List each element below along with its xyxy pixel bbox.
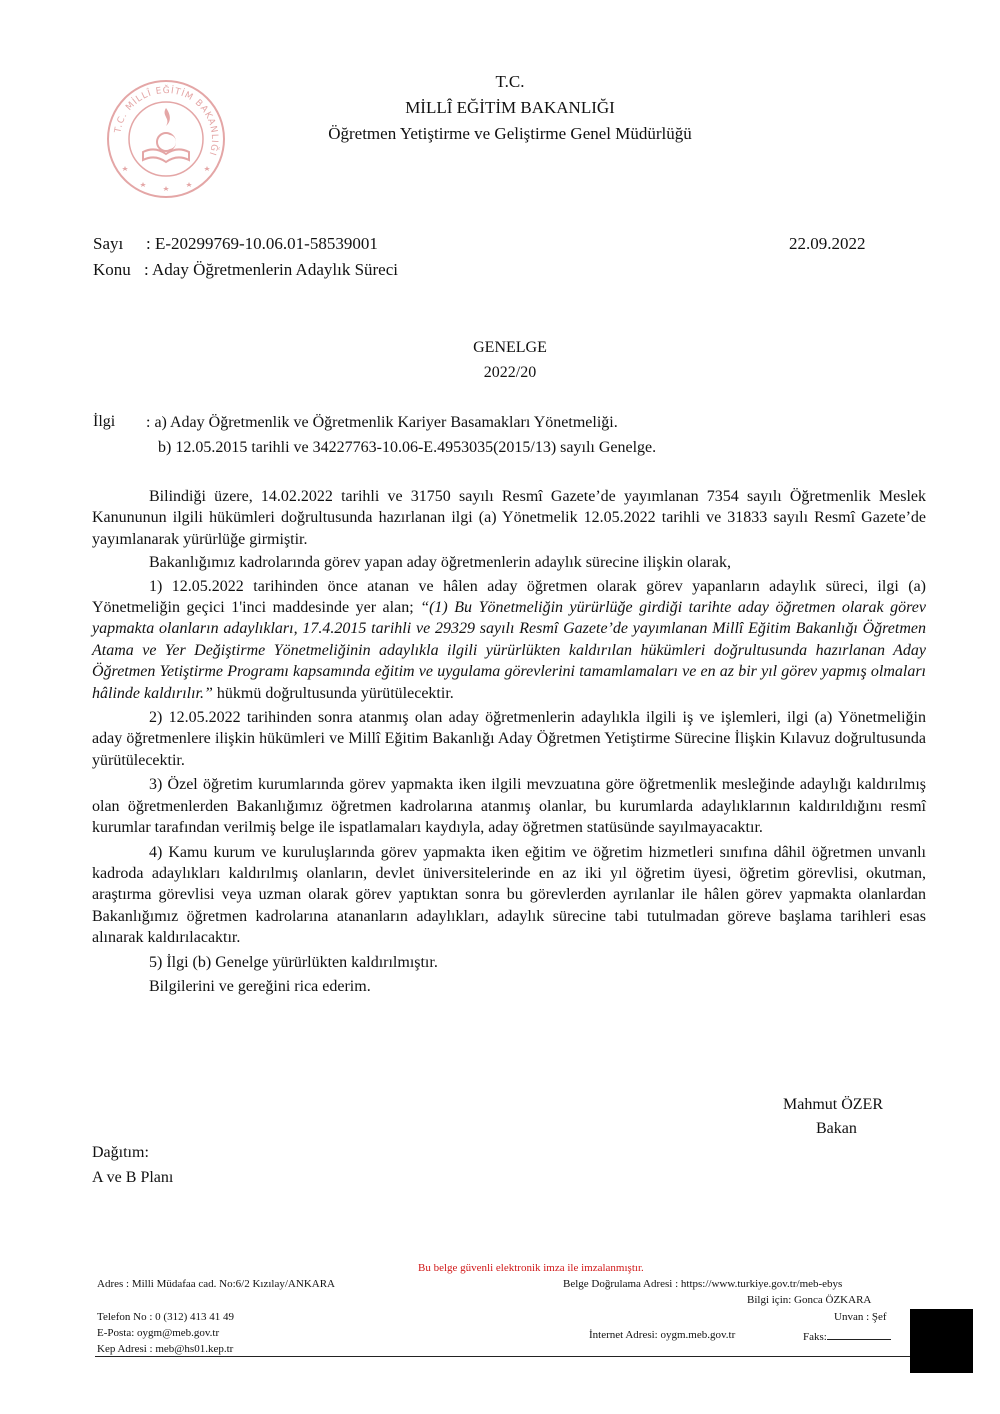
distribution-label: Dağıtım: bbox=[92, 1144, 149, 1161]
item-1-quote: “(1) Bu Yönetmeliğin yürürlüğe girdiği tarihte aday öğretmen olarak görev yapmakta olanların adaylıkları, 17.4.2015 tarihli ve 29329 sayılı Resmî Gazete’de yayımlanan Millî Eğitim Bakanlığı Öğretmen Atama ve Yer Değiştirme Yönetmeliğinin adaylıkla ilgili yürürlükten kaldırılan hükümleri doğrultusunda hazırlanan Aday Öğretmen Yetiştirme Programı kapsamında eğitim ve uygulama görevlerini tamamlamaları ve en az bir yıl görev yapmış olmaları hâlinde kaldırılır.” bbox=[92, 599, 927, 702]
paragraph-item-3: 3) Özel öğretim kurumlarında görev yapmakta iken ilgili mevzuatına göre öğretmenlik mesleğinde adaylığı kaldırılmış olan öğretmenlerden Bakanlığımız öğretmen kadrolarına atanmış olanlar, bu kurumlarda adaylıklarının kaldırıldığını resmî kurumlar tarafından verilmiş belge ile ispatlamaları kaydıyla, aday öğretmen statüsünde sayılmayacaktır. bbox=[92, 776, 926, 837]
fax-blank-line bbox=[827, 1329, 891, 1340]
paragraph-item-1 bbox=[92, 576, 926, 704]
signatory-title: Bakan bbox=[816, 1120, 857, 1137]
paragraph-item-4: 4) Kamu kurum ve kuruluşlarında görev yapmakta iken eğitim ve öğretim hizmetleri sınıfına dâhil öğretmen unvanlı kadroda adaylıkları kaldırılmış olanların, devlet üniversitelerinde en az iki yıl öğretim üyesi, öğretim görevlisi, okutman, araştırma görevlisi veya uzman olarak görev yaptıktan sonra bu görevlerden ayrılanlar ile hâlen görev yapmakta olanlardan Bakanlığımız öğretmen kadrolarına atananların adaylıkları, adaylık sürecine tabi tutulmadan göreve başlama tarihleri esas alınarak kaldırılacaktır. bbox=[92, 843, 926, 947]
ilgi-label: İlgi bbox=[93, 413, 116, 430]
footer-rule bbox=[95, 1356, 910, 1357]
paragraph-item-5: 5) İlgi (b) Genelge yürürlükten kaldırılmıştır. bbox=[149, 953, 438, 971]
distribution-value: A ve B Planı bbox=[92, 1169, 174, 1186]
paragraph-scope: Bakanlığımız kadrolarında görev yapan aday öğretmenlerin adaylık sürecine ilişkin olarak, bbox=[149, 554, 732, 572]
item-1-end: hükmü doğrultusunda yürütülecektir. bbox=[212, 684, 454, 702]
footer-info-contact: Bilgi için: Gonca ÖZKARA bbox=[747, 1294, 872, 1306]
footer-phone: Telefon No : 0 (312) 413 41 49 bbox=[97, 1311, 235, 1323]
genelge-number: 2022/20 bbox=[483, 364, 537, 381]
svg-text:T.C. MİLLÎ EĞİTİM BAKANLIĞI: T.C. MİLLÎ EĞİTİM BAKANLIĞI bbox=[113, 85, 220, 158]
footer-internet: İnternet Adresi: oygm.meb.gov.tr bbox=[589, 1329, 736, 1341]
ilgi-a: : a) Aday Öğretmenlik ve Öğretmenlik Kariyer Basamakları Yönetmeliği. bbox=[146, 414, 618, 431]
paragraph-closing: Bilgilerini ve gereğini rica ederim. bbox=[149, 977, 371, 995]
footer-address: Adres : Milli Müdafaa cad. No:6/2 Kızılay/ANKARA bbox=[97, 1278, 335, 1290]
paragraph-item-2: 2) 12.05.2022 tarihinden sonra atanmış olan aday öğretmenlerin adaylıkla ilgili iş ve işlemleri, ilgi (a) Yönetmeliğin aday öğretmenlere ilişkin hükümleri ve Millî Eğitim Bakanlığı Aday Öğretmen Yetiştirme Sürecine İlişkin Kılavuz doğrultusunda yürütülecektir. bbox=[92, 709, 926, 769]
document-body bbox=[92, 486, 926, 997]
footer-unvan: Unvan : Şef bbox=[834, 1311, 887, 1323]
fax-label: Faks: bbox=[803, 1331, 827, 1343]
header-directorate: Öğretmen Yetiştirme ve Geliştirme Genel Müdürlüğü bbox=[328, 124, 692, 143]
document-date: 22.09.2022 bbox=[789, 234, 866, 253]
header-line-tc: T.C. bbox=[495, 72, 525, 91]
paragraph-intro: Bilindiği üzere, 14.02.2022 tarihli ve 31750 sayılı Resmî Gazete’de yayımlanan 7354 sayılı Öğretmenlik Meslek Kanununun ilgili hükümleri doğrultusunda hazırlanan ilgi (a) Yönetmelik 12.05.2022 tarihli ve 31833 sayılı Resmî Gazete’de yayımlanarak yürürlüğe girmiştir. bbox=[92, 488, 926, 548]
item-1-text: 1) 12.05.2022 tarihinden önce atanan ve hâlen aday öğretmen olarak görev yapanların adaylık süreci, ilgi (a) Yönetmeliğin geçici 1'inci maddesinde yer alan; bbox=[92, 577, 926, 617]
esign-note: Bu belge güvenli elektronik imza ile imzalanmıştır. bbox=[418, 1262, 644, 1274]
signatory-name: Mahmut ÖZER bbox=[783, 1096, 883, 1113]
document-type: GENELGE bbox=[473, 339, 547, 356]
footer-fax bbox=[803, 1329, 891, 1343]
konu-label: Konu bbox=[93, 260, 131, 279]
footer-email: E-Posta: oygm@meb.gov.tr bbox=[97, 1327, 220, 1339]
konu-value: : Aday Öğretmenlerin Adaylık Süreci bbox=[144, 260, 398, 279]
footer-kep: Kep Adresi : meb@hs01.kep.tr bbox=[97, 1343, 234, 1355]
sayi-label: Sayı bbox=[93, 234, 124, 253]
footer-verify-address: Belge Doğrulama Adresi : https://www.turkiye.gov.tr/meb-ebys bbox=[563, 1278, 843, 1290]
qr-code bbox=[910, 1309, 973, 1373]
header-ministry: MİLLÎ EĞİTİM BAKANLIĞI bbox=[405, 98, 615, 117]
sayi-value: : E-20299769-10.06.01-58539001 bbox=[146, 234, 378, 253]
ilgi-b: b) 12.05.2015 tarihli ve 34227763-10.06-E.4953035(2015/13) sayılı Genelge. bbox=[158, 439, 657, 456]
